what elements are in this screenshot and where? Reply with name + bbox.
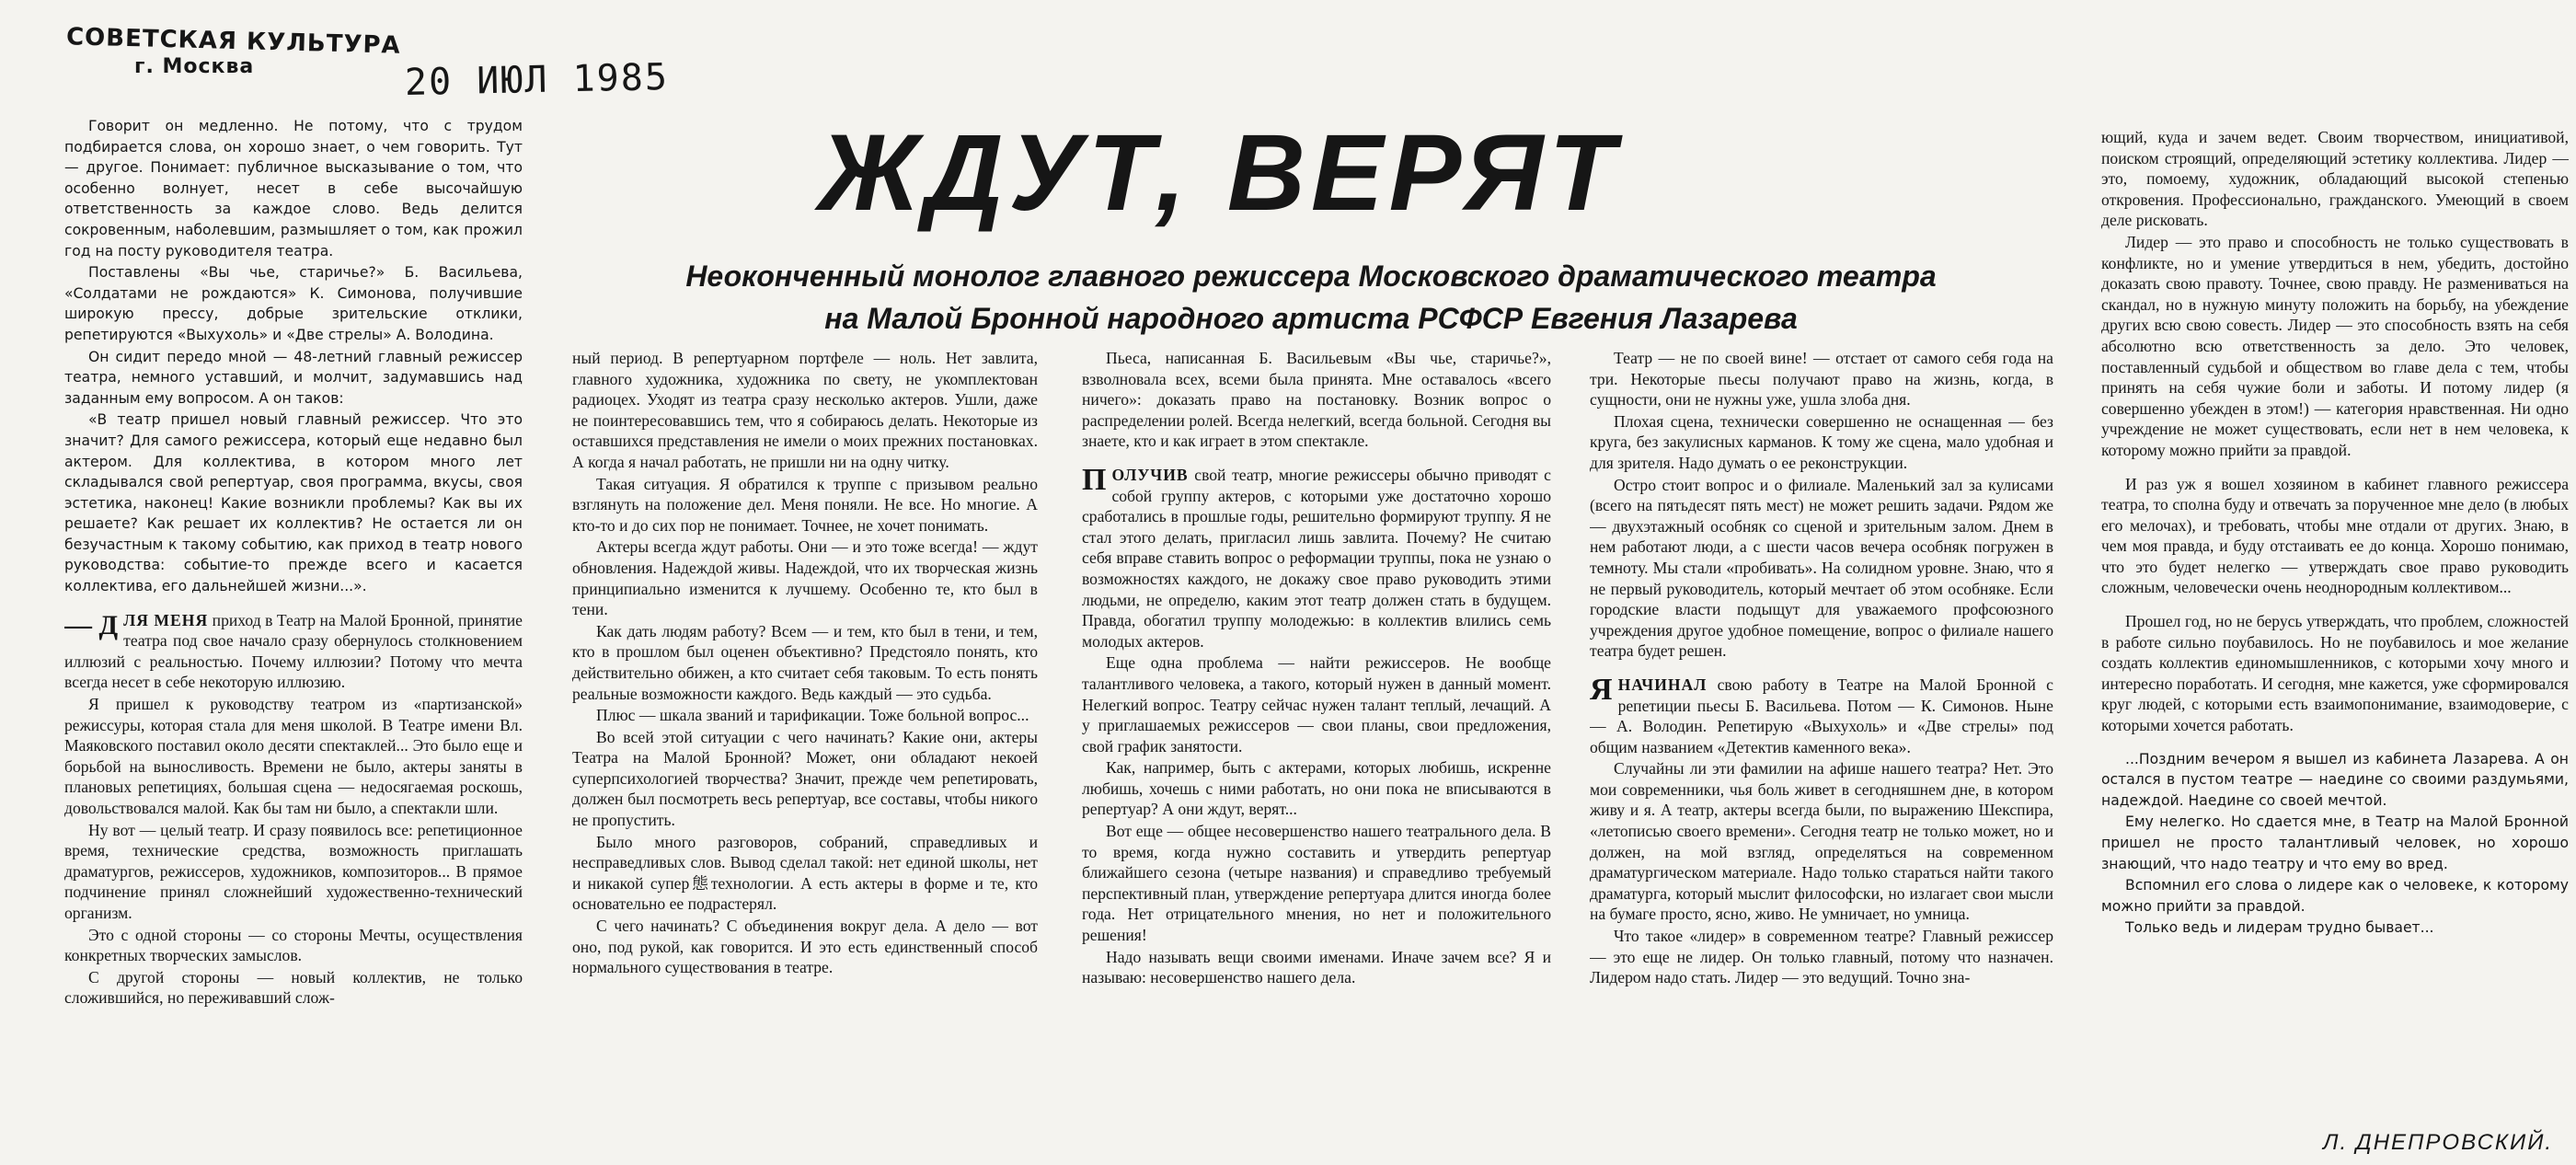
body-paragraph: И раз уж я вошел хозяином в кабинет главного режиссера театра, то сполна буду и отвечать за порученное мне дело (в любых его мелочах), и требовать, чтобы мне отдали от других. Знаю, в чем моя правда, и буду отстаивать ее до конца. Хорошо понимаю, что это будет нелегко — утверждать свое право руководить сложным, человечески очень неоднородным коллективом... <box>2101 474 2569 597</box>
body-paragraph: Еще одна проблема — найти режиссеров. Не вообще талантливого человека, а такого, который нужен в данный момент. Нелегкий вопрос. Театру сейчас нужен талант теплый, лечащий. А у приглашаемых режиссеров — свои планы, свои предложения, свой график занятости. <box>1082 653 1551 756</box>
section-opening-paragraph <box>64 610 523 693</box>
masthead-city: г. Москва <box>134 55 255 78</box>
body-paragraph: Во всей этой ситуации с чего начинать? Какие они, актеры Театра на Малой Бронной? Может, они обладают некоей суперпсихологией творчества? Значит, прежде чем репетировать, должен был посмотреть весь репертуар, все составы, чтобы никого не пропустить. <box>572 727 1038 830</box>
newspaper-masthead: СОВЕТСКАЯ КУЛЬТУРА <box>65 23 402 60</box>
paragraph-text: свою работу в Театре на Малой Бронной с репетиции пьесы Б. Васильева. Потом — К. Симонов. Ныне — А. Володин. Репетирую «Выхухоль» и «Две стрелы» под общим названием «Детектив каменного века». <box>1590 675 2053 756</box>
body-paragraph: Актеры всегда ждут работы. Они — и это тоже всегда! — ждут обновления. Надеждой живы. Надеждой, что их творческая жизнь принципиально изменится к лучшему. Особенно те, кто был в тени. <box>572 537 1038 619</box>
body-paragraph: С чего начинать? С объединения вокруг дела. А дело — вот оно, под рукой, как говорится. И это есть единственный способ нормального существования в театре. <box>572 917 1038 977</box>
body-paragraph: Остро стоит вопрос и о филиале. Маленький зал за кулисами (всего на пятьдесят пять мест) не может решить задачи. Рядом же — двухэтажный особняк со сценой и зрительным залом. Днем в нем работают люди, а с шести часов вечера особняк погружен в темноту. Мы стали «пробивать». На солидном уровне. Знаю, что я не первый руководитель, который мечтает об этом особняке. Если городские власти подыщут для уважаемого профсоюзного учреждения другое удобное помещение, вопрос о филиале нашего театра будет решен. <box>1590 475 2053 661</box>
body-paragraph: Я пришел к руководству театром из «партизанской» режиссуры, которая стала для меня школой. В Театре имени Вл. Маяковского поставил около десяти спектаклей... Это было еще и борьбой на выносливость. Времени не было, актеры заняты в плановых репетициях, большая сцена — недосягаемая роскошь, довольствовался малой. Как бы там ни было, а спектакли шли. <box>64 695 523 817</box>
intro-paragraph: Говорит он медленно. Не потому, что с трудом подбирается слова, он хорошо знает, о чем говорить. Тут — другое. Понимает: публичное высказывание о том, что особенно волнует, несет в себе высочайшую ответственность за каждое слово. Ведь делится сокровенным, наболевшим, размышляет о том, как прожил год на посту руководителя театра. <box>64 118 523 260</box>
article-column-5 <box>2101 127 2569 1119</box>
afterword-paragraph: Только ведь и лидерам трудно бывает... <box>2125 919 2434 937</box>
article-column-1 <box>64 116 523 1160</box>
article-headline: ЖДУТ, ВЕРЯТ <box>819 112 1621 234</box>
body-paragraph: Надо называть вещи своими именами. Иначе зачем все? Я и называю: несовершенство нашего дела. <box>1082 947 1551 987</box>
intro-paragraph: Он сидит передо мной — 48-летний главный режиссер театра, немного уставший, и молчит, задумавшись над заданным ему вопросом. А он таков: <box>64 348 523 407</box>
body-paragraph: Это с одной стороны — со стороны Мечты, осуществления конкретных творческих замыслов. <box>64 925 523 965</box>
afterword-paragraph: Вспомнил его слова о лидере как о человеке, к которому можно прийти за правдой. <box>2101 877 2569 915</box>
body-paragraph: ющий, куда и зачем ведет. Своим творчеством, инициативой, поиском строящий, определяющий эстетику коллектива. Лидер — это, помоему, художник, обладающий высокой степенью откровения. Профессионально, гражданского. Умеющий в своем деле рисковать. <box>2101 128 2569 230</box>
article-subtitle-line-2: на Малой Бронной народного артиста РСФСР Евгения Лазарева <box>824 302 1798 335</box>
article-column-4 <box>1590 348 2053 1160</box>
article-column-3 <box>1082 348 1551 1160</box>
date-stamp: 20 ИЮЛ 1985 <box>404 56 670 104</box>
author-signature: Л. ДНЕПРОВСКИЙ. <box>2323 1130 2554 1155</box>
body-paragraph: Что такое «лидер» в современном театре? Главный режиссер — это еще не лидер. Он только главный, потому что назначен. Лидером надо стать. Лидер — это ведущий. Точно зна- <box>1590 927 2053 987</box>
afterword-paragraph: Ему нелегко. Но сдается мне, в Театр на Малой Бронной пришел не просто талантливый человек, но хорошо знающий, что надо театру и что ему во вред. <box>2101 813 2569 872</box>
interview-question: «В театр пришел новый главный режиссер. Что это значит? Для самого режиссера, который еще недавно был актером. Для коллектива, в котором много лет складывался свой репертуар, своя программа, вкусы, своя эстетика, наконец! Какие возникли проблемы? Как вы их решаете? Как решает их коллектив? Не остается ли он безучастным к такому событию, как приход в театр нового руководства: событие-то прежде всего и касается коллектива, его дальнейшей жизни...». <box>64 411 523 595</box>
intro-paragraph: Поставлены «Вы чье, старичье?» Б. Васильева, «Солдатами не рождаются» К. Симонова, получившие широкую прессу, добрые зрительские отклики, репетируются «Выхухоль» и «Две стрелы» А. Володина. <box>64 264 523 343</box>
body-paragraph: Плохая сцена, технически совершенно не оснащенная — без круга, без закулисных карманов. К тому же сцена, мало удобная и для зрителя. Надо думать о ее реконструкции. <box>1590 411 2053 472</box>
paragraph-text: свой театр, многие режиссеры обычно приводят с собой группу актеров, с которыми уже достаточно хорошо сработались в прошлые годы, решительно формируют труппу. Я не стал этого делать, пригласил лишь завлита. Почему? Не считаю себя вправе ставить вопрос о реформации труппы, пока не узнаю о возможностях каждого, не докажу свое право руководить этими людьми, не определю, каким этот театр должен стать в будущем. Правда, обогатил труппу молодежью: в коллектив влились семь молодых актеров. <box>1082 465 1551 651</box>
afterword-paragraph: ...Поздним вечером я вышел из кабинета Лазарева. А он остался в пустом театре — наедине со своими раздумьями, надеждой. Наедине со своей мечтой. <box>2101 750 2569 809</box>
article-column-2 <box>572 348 1038 1160</box>
drop-cap: П <box>1082 462 1107 497</box>
article-subtitle-line-1: Неоконченный монолог главного режиссера Московского драматического театра <box>685 260 1937 293</box>
body-paragraph: Как, например, быть с актерами, которых любишь, искренне любишь, хочешь с ними работать, но они пока не вписываются в репертуар? А они ждут, верят... <box>1082 758 1551 819</box>
body-paragraph: Пьеса, написанная Б. Васильевым «Вы чье, старичье?», взволновала всех, всеми была принята. Мне оставалось «всего ничего»: доказать право на постановку. Возник вопрос о распределении ролей. Всегда нелегкий, всегда больной. Сегодня вы знаете, кто и как играет в этом спектакле. <box>1082 349 1551 451</box>
section-opening-paragraph <box>1082 462 1551 652</box>
caps-run: ЛЯ МЕНЯ <box>123 610 209 629</box>
body-paragraph: Было много разговоров, собраний, справедливых и несправедливых слов. Вывод сделал такой: нет единой школы, нет и никакой супер態технологии. А есть актеры в форме и те, кто основательно ее подрастерял. <box>572 832 1038 914</box>
body-paragraph: Такая ситуация. Я обратился к труппе с призывом реально взглянуть на положение дел. Меня поняли. Не все. Но многие. А кто-то и до сих пор не понимает. Точнее, не хочет понимать. <box>572 474 1038 535</box>
body-paragraph: Как дать людям работу? Всем — и тем, кто был в тени, и тем, кто в прошлом был оценен объективно? Предстояло понять, кто действительно обижен, а кто считает себя таковым. То есть понять реальные возможности каждого. Ведь каждый — это судьба. <box>572 621 1038 703</box>
body-paragraph: С другой стороны — новый коллектив, не только сложившийся, но переживавший слож- <box>64 967 523 1008</box>
body-paragraph: Случайны ли эти фамилии на афише нашего театра? Нет. Это мои современники, чья боль живет в сегодняшнем дне, в котором живу и я. А театр, актеры всегда были, по выражению Шекспира, «летописью своего времени». Сегодня театр не только может, но и должен, на мой взгляд, определяться на современном драматургическом материале. Надо только стараться найти такого драматурга, который мыслит философски, но излагает свои мысли на бумаге просто, ясно, живо. Не умничает, но умница. <box>1590 759 2053 924</box>
body-paragraph: Ну вот — целый театр. И сразу появилось все: репетиционное время, технические средства, возможность приглашать драматургов, режиссеров, художников, композиторов... В прямое подчинение принял сложнейший художественно-технический организм. <box>64 820 523 922</box>
body-paragraph: Вот еще — общее несовершенство нашего театрального дела. В то время, когда нужно составить и утвердить репертуар ближайшего сезона (четыре названия) и справедливо требуемый перспективный план, утверждение репертуара длится иногда более года. Нет отрицательного мнения, но нет и положительного решения! <box>1082 822 1551 945</box>
drop-cap: — Д <box>64 609 119 640</box>
body-paragraph: Театр — не по своей вине! — отстает от самого себя года на три. Некоторые пьесы получают право на жизнь, когда, в сущности, они не нужны уже, ушла злоба дня. <box>1590 349 2053 409</box>
caps-run: ОЛУЧИВ <box>1111 465 1189 484</box>
drop-cap: Я <box>1590 672 1613 707</box>
body-paragraph: Прошел год, но не берусь утверждать, что проблем, сложностей в работе сильно поубавилось. Но не поубавилось и мое желание создать коллектив единомышленников, с которыми хочу много и интересно поработать. И сегодня, мне кажется, уже сформировался круг людей, с которыми есть взаимопонимание, взаимодоверие, с которыми хочется работать. <box>2101 612 2569 735</box>
paragraph-text: приход в Театр на Малой Бронной, принятие театра под свое начало сразу обернулось столкновением иллюзий с реальностью. Почему иллюзии? Потому что мечта всегда несет в себе некоторую иллюзию. <box>64 610 523 692</box>
body-paragraph: Лидер — это право и способность не только существовать в конфликте, но и умение утвердиться в нем, убедить, достойно доказать свою правоту. Точнее, свою правду. Не размениваться на скандал, но в нужную минуту положить на борьбу, на убеждение других всю свою совесть. Лидер — это способность взять на себя абсолютно всю ответственность за дело. Это человек, поставленный судьбой и обществом во главе дела с тем, чтобы принять на себя чужие боли и заботы. И потому лидер (я совершенно убежден в этом!) — категория нравственная. Ни одно учреждение не может существовать, если нет в нем человека, к которому можно прийти за правдой. <box>2101 232 2569 459</box>
section-opening-paragraph <box>1590 672 2053 757</box>
body-paragraph: ный период. В репертуарном портфеле — ноль. Нет завлита, главного художника, художника по свету, не укомплектован радиоцех. Уходят из театра сразу несколько актеров. Ушли, даже не поинтересовавшись тем, что я собираюсь делать. Некоторые из оставшихся представления не имели о моих прежних постановках. А когда я начал работать, не пришли ни на одну читку. <box>572 349 1038 471</box>
body-paragraph: Плюс — шкала званий и тарификации. Тоже больной вопрос... <box>596 706 1029 725</box>
caps-run: НАЧИНАЛ <box>1617 675 1708 694</box>
